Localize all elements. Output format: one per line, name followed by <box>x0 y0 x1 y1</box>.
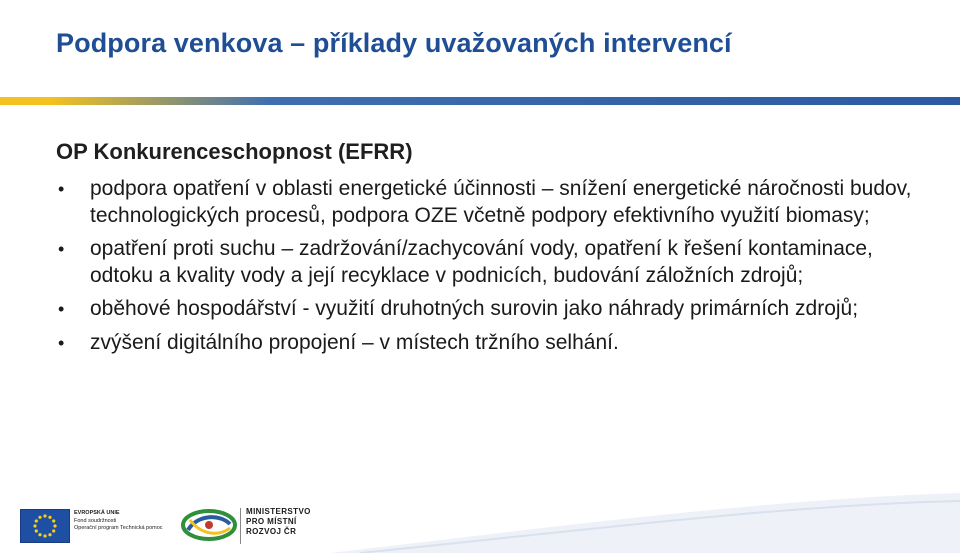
mmr-logo-icon <box>180 506 238 544</box>
bullet-text: podpora opatření v oblasti energetické účinnosti – snížení energetické náročnosti budov, technologických procesů, podpora OZE včetně podpory efektivního využití biomasy; <box>90 177 912 227</box>
slide-title: Podpora venkova – příklady uvažovaných intervencí <box>56 28 732 58</box>
section-heading: OP Konkurenceschopnost (EFRR) <box>56 139 413 164</box>
bullet-marker: • <box>58 179 65 199</box>
ministry-line: MINISTERSTVO <box>246 507 311 516</box>
bullet-marker: • <box>58 299 65 319</box>
eu-logo-line: Fond soudržnosti <box>74 517 117 524</box>
bullet-text: opatření proti suchu – zadržování/zachycování vody, opatření k řešení kontaminace, odtoku a kvality vody a její recyklace v podnicích, budování záložních zdrojů; <box>90 237 873 287</box>
list-item <box>56 176 926 229</box>
list-item <box>56 296 926 323</box>
ministry-logo-text <box>246 507 311 537</box>
ministry-line: PRO MÍSTNÍ <box>246 517 297 526</box>
eu-logo-text <box>74 510 174 533</box>
eu-logo-line: EVROPSKÁ UNIE <box>74 510 120 516</box>
list-item <box>56 330 926 357</box>
bullet-marker: • <box>58 332 65 353</box>
eu-logo-line: Operační program Technická pomoc <box>74 525 163 531</box>
list-item <box>56 236 926 289</box>
ministry-line: ROZVOJ ČR <box>246 527 297 536</box>
bullet-list <box>56 176 926 363</box>
bullet-text: oběhové hospodářství - využití druhotných surovin jako náhrady primárních zdrojů; <box>90 297 859 320</box>
bullet-marker: • <box>58 239 65 259</box>
bullet-text: zvýšení digitálního propojení – v místech tržního selhání. <box>90 330 619 354</box>
title-divider <box>0 97 960 105</box>
logo-separator <box>240 508 241 544</box>
eu-flag-icon <box>20 509 70 543</box>
